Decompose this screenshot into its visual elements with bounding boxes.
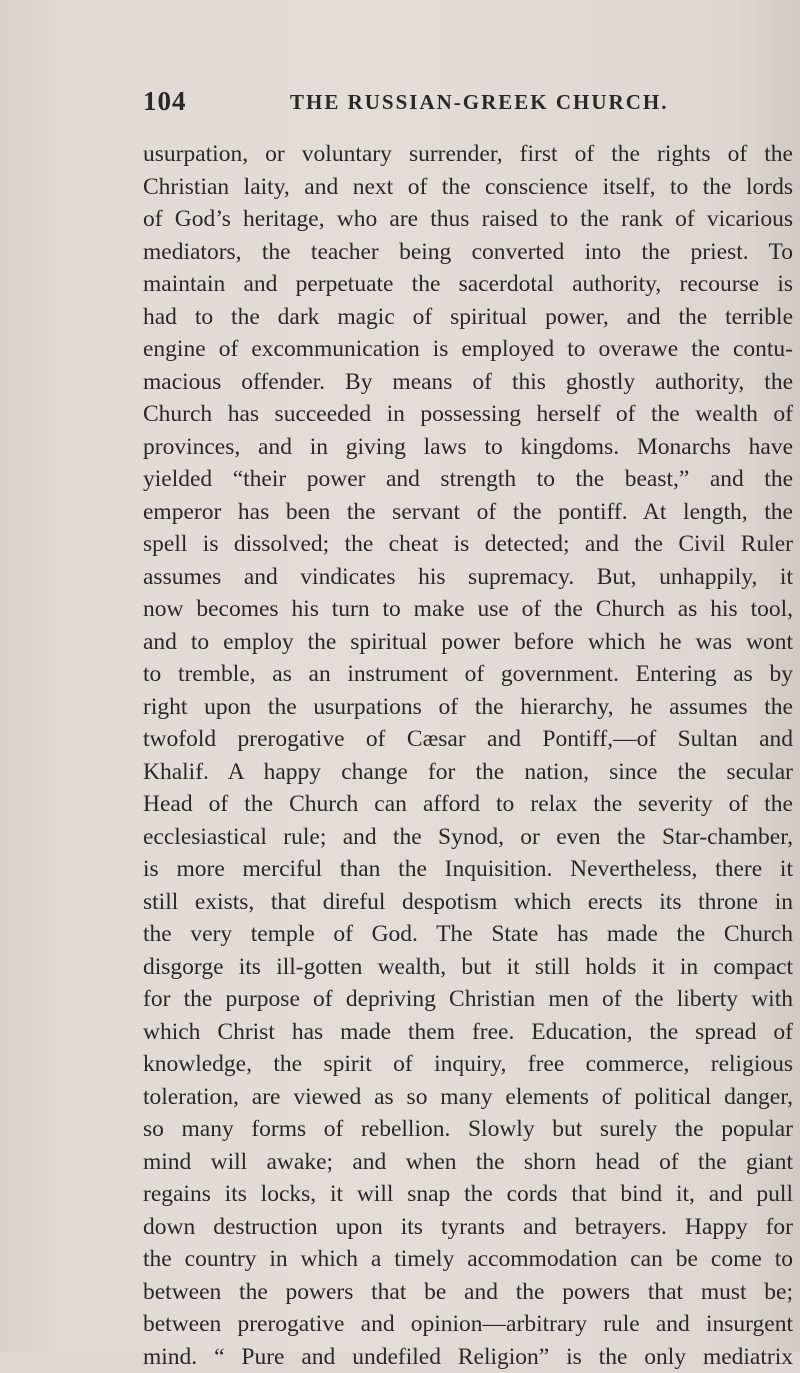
text-line: mind will awake; and when the shorn head of the giant	[143, 1146, 793, 1179]
text-line: mind. “ Pure and undefiled Religion” is the only mediatrix	[143, 1341, 793, 1373]
text-line: emperor has been the servant of the pontiff. At length, the	[143, 496, 793, 529]
text-line: Church has succeeded in possessing herself of the wealth of	[143, 398, 793, 431]
text-line: the very temple of God. The State has made the Church	[143, 918, 793, 951]
running-title: THE RUSSIAN-GREEK CHURCH.	[290, 90, 668, 115]
text-line: engine of excommunication is employed to overawe the contu-	[143, 333, 793, 366]
body-paragraph	[143, 138, 793, 1373]
text-line: the country in which a timely accommodation can be come to	[143, 1243, 793, 1276]
text-line: provinces, and in giving laws to kingdoms. Monarchs have	[143, 431, 793, 464]
text-line: down destruction upon its tyrants and betrayers. Happy for	[143, 1211, 793, 1244]
text-line: still exists, that direful despotism which erects its throne in	[143, 886, 793, 919]
text-line: mediators, the teacher being converted into the priest. To	[143, 236, 793, 269]
text-line: between prerogative and opinion—arbitrary rule and insurgent	[143, 1308, 793, 1341]
text-line: between the powers that be and the powers that must be;	[143, 1276, 793, 1309]
text-line: macious offender. By means of this ghostly authority, the	[143, 366, 793, 399]
text-line: had to the dark magic of spiritual power, and the terrible	[143, 301, 793, 334]
text-line: and to employ the spiritual power before which he was wont	[143, 626, 793, 659]
text-line: knowledge, the spirit of inquiry, free commerce, religious	[143, 1048, 793, 1081]
page-number: 104	[143, 86, 187, 117]
text-line: assumes and vindicates his supremacy. But, unhappily, it	[143, 561, 793, 594]
running-head	[143, 86, 663, 118]
text-line: Head of the Church can afford to relax the severity of the	[143, 788, 793, 821]
text-line: Christian laity, and next of the conscience itself, to the lords	[143, 171, 793, 204]
text-line: now becomes his turn to make use of the Church as his tool,	[143, 593, 793, 626]
text-line: toleration, are viewed as so many elements of political danger,	[143, 1081, 793, 1114]
text-line: usurpation, or voluntary surrender, first of the rights of the	[143, 138, 793, 171]
text-line: for the purpose of depriving Christian men of the liberty with	[143, 983, 793, 1016]
text-line: yielded “their power and strength to the beast,” and the	[143, 463, 793, 496]
text-line: twofold prerogative of Cæsar and Pontiff,—of Sultan and	[143, 723, 793, 756]
text-line: is more merciful than the Inquisition. Nevertheless, there it	[143, 853, 793, 886]
text-line: so many forms of rebellion. Slowly but surely the popular	[143, 1113, 793, 1146]
text-line: disgorge its ill-gotten wealth, but it still holds it in compact	[143, 951, 793, 984]
text-line: to tremble, as an instrument of government. Entering as by	[143, 658, 793, 691]
text-line: spell is dissolved; the cheat is detected; and the Civil Ruler	[143, 528, 793, 561]
text-line: which Christ has made them free. Education, the spread of	[143, 1016, 793, 1049]
text-line: ecclesiastical rule; and the Synod, or even the Star-chamber,	[143, 821, 793, 854]
text-line: Khalif. A happy change for the nation, since the secular	[143, 756, 793, 789]
text-line: maintain and perpetuate the sacerdotal authority, recourse is	[143, 268, 793, 301]
text-line: right upon the usurpations of the hierarchy, he assumes the	[143, 691, 793, 724]
text-line: regains its locks, it will snap the cords that bind it, and pull	[143, 1178, 793, 1211]
text-line: of God’s heritage, who are thus raised to the rank of vicarious	[143, 203, 793, 236]
